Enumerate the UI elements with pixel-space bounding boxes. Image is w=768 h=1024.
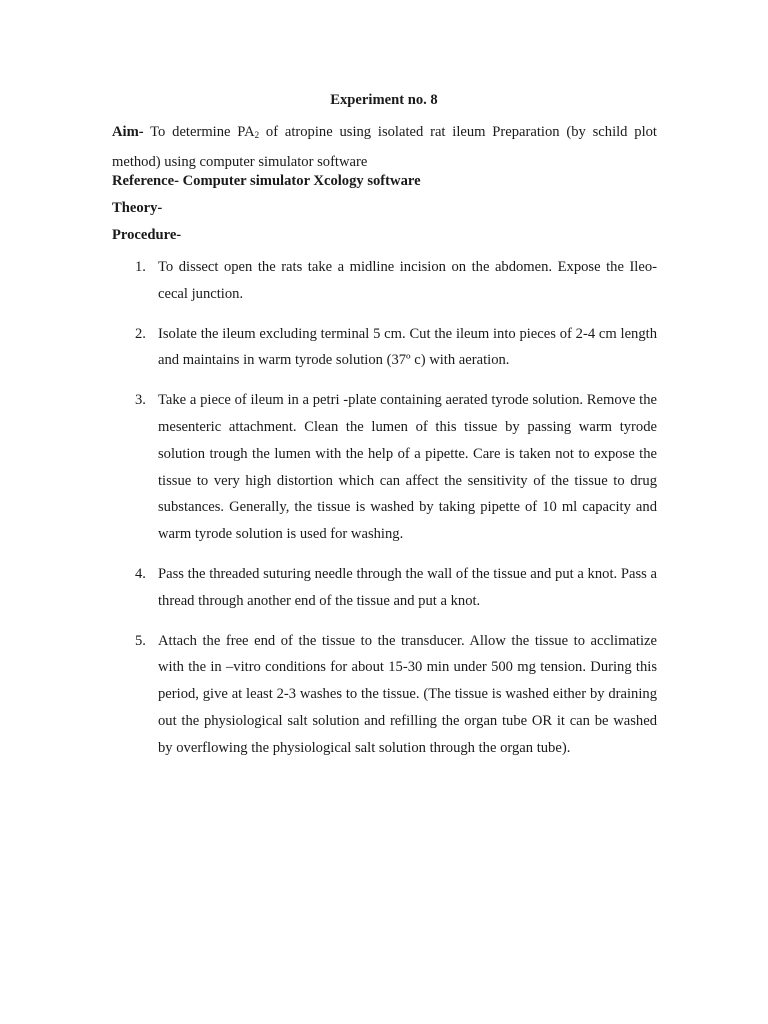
step-text: Take a piece of ileum in a petri -plate containing aerated tyrode solution. Remove the mesenteric attachment. Clean the lumen of this tissue by passing warm tyrode solution trough the lumen with the help of a pipette. Care is taken not to expose the tissue to very high distortion which can affect the sensitivity of the tissue to drug substances. Generally, the tissue is washed by taking pipette of 10 ml capacity and warm tyrode solution is used for washing. [158,392,657,543]
procedure-step-5 [112,628,657,762]
page-title: Experiment no. 8 [330,92,438,108]
step-number: 4. [135,565,146,582]
theory-heading: Theory- [112,200,163,216]
procedure-step-1 [112,254,657,308]
procedure-step-3 [112,387,657,548]
step-number: 5. [135,632,146,649]
aim-text-end: of atropine using isolated rat ileum Preparation (by schild plot method) using computer simulator software [112,124,657,170]
procedure-steps-list [112,254,657,775]
aim-subscript: 2 [254,130,260,140]
step-text: Isolate the ileum excluding terminal 5 cm. Cut the ileum into pieces of 2-4 cm length and maintains in warm tyrode solution (37º c) with aeration. [158,325,657,369]
step-text: Attach the free end of the tissue to the transducer. Allow the tissue to acclimatize with the in –vitro conditions for about 15-30 min under 500 mg tension. During this period, give at least 2-3 washes to the tissue. (The tissue is washed either by draining out the physiological salt solution and refilling the organ tube OR it can be washed by overflowing the physiological salt solution through the organ tube). [158,632,657,756]
step-text: To dissect open the rats take a midline incision on the abdomen. Expose the Ileo-cecal junction. [158,259,657,302]
step-number: 1. [135,259,146,275]
step-number: 3. [135,392,146,409]
step-number: 2. [135,325,146,342]
procedure-heading: Procedure- [112,227,182,243]
reference-line: Reference- Computer simulator Xcology software [112,173,421,189]
aim-text-start: To determine PA [143,124,255,140]
aim-label: Aim- [112,124,144,140]
aim-paragraph [112,119,657,176]
step-text: Pass the threaded suturing needle through the wall of the tissue and put a knot. Pass a thread through another end of the tissue and put a knot. [158,565,657,609]
procedure-step-2 [112,321,657,375]
procedure-step-4 [112,561,657,615]
